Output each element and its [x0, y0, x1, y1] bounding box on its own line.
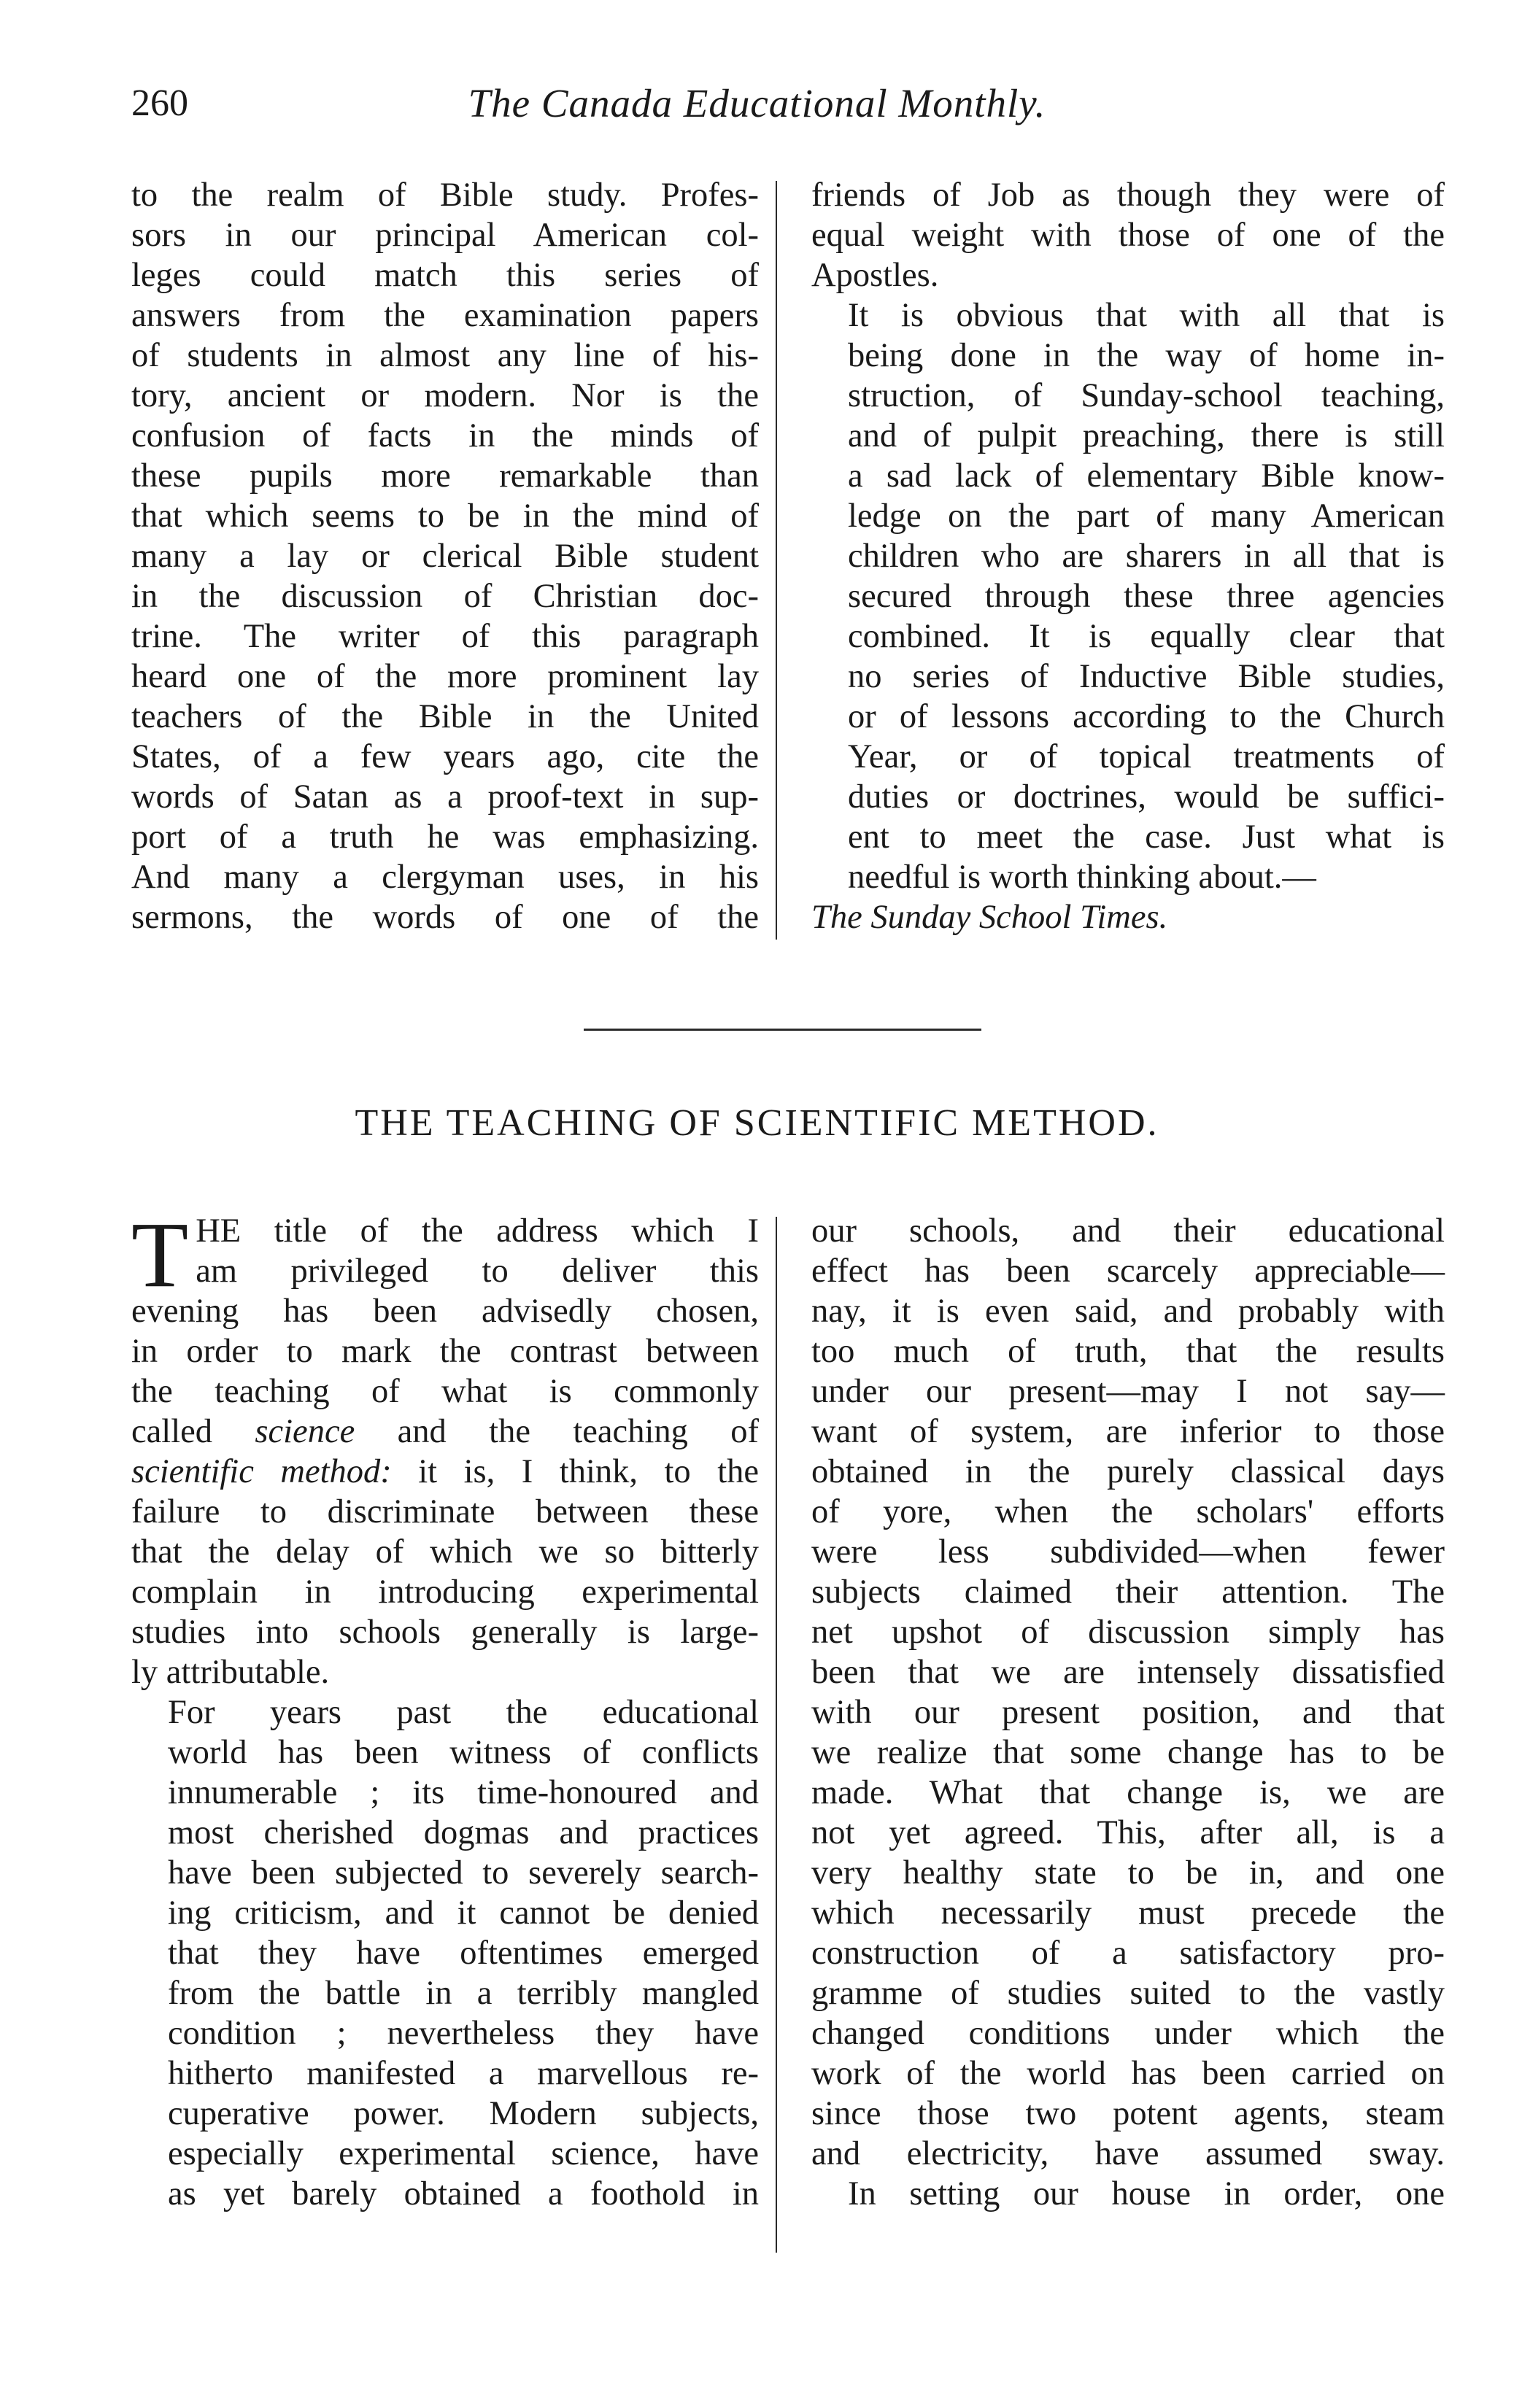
text-line: am privileged to deliver this: [196, 1253, 759, 1290]
text-line: the teaching of what is commonly: [131, 1373, 759, 1410]
text-line: many a lay or clerical Bible student: [131, 538, 759, 575]
text-line: too much of truth, that the results: [811, 1333, 1445, 1370]
text-line: been that we are intensely dissatisfied: [811, 1654, 1445, 1691]
text-line: construction of a satisfactory pro-: [811, 1935, 1445, 1972]
text-line: changed conditions under which the: [811, 2015, 1445, 2052]
text-line: complain in introducing experimental: [131, 1573, 759, 1611]
text-line: cuperative power. Modern subjects,: [168, 2095, 759, 2132]
text-line: of students in almost any line of his-: [131, 337, 759, 374]
text-line: For years past the educational: [168, 1694, 759, 1731]
text-line: heard one of the more prominent lay: [131, 658, 759, 695]
top-left-paragraph: [131, 175, 759, 937]
text-line: obtained in the purely classical days: [811, 1453, 1445, 1490]
text-line: secured through these three agencies: [848, 578, 1445, 615]
text-line: work of the world has been carried on: [811, 2055, 1445, 2092]
text-line: port of a truth he was emphasizing.: [131, 818, 759, 856]
text-line: to the realm of Bible study. Profes-: [131, 177, 759, 214]
top-right-paragraph-1: [811, 175, 1445, 295]
text-line: world has been witness of conflicts: [168, 1734, 759, 1771]
text-line: ent to meet the case. Just what is: [848, 818, 1445, 856]
top-right-column: [811, 175, 1445, 937]
text-line: teachers of the Bible in the United: [131, 698, 759, 735]
article-left-paragraph-2: [131, 1692, 759, 2214]
text-line: leges could match this series of: [131, 257, 759, 294]
top-column-divider: [776, 181, 777, 940]
text-line: studies into schools generally is large-: [131, 1614, 759, 1651]
text-line: want of system, are inferior to those: [811, 1413, 1445, 1450]
text-line: very healthy state to be in, and one: [811, 1854, 1445, 1892]
article-right-paragraph-1: [811, 1211, 1445, 2174]
text-line: HE title of the address which I: [196, 1212, 759, 1250]
top-left-column: [131, 175, 759, 937]
text-line: made. What that change is, we are: [811, 1774, 1445, 1811]
text-line: confusion of facts in the minds of: [131, 417, 759, 454]
text-line: subjects claimed their attention. The: [811, 1573, 1445, 1611]
text-line: ing criticism, and it cannot be denied: [168, 1894, 759, 1932]
text-line: It is obvious that with all that is: [848, 297, 1445, 334]
text-line: nay, it is even said, and probably with: [811, 1293, 1445, 1330]
text-line: words of Satan as a proof-text in sup-: [131, 778, 759, 816]
article-right-column: [811, 1211, 1445, 2214]
article-right-paragraph-2: [811, 2174, 1445, 2214]
text-line: and of pulpit preaching, there is still: [848, 417, 1445, 454]
text-line: no series of Inductive Bible studies,: [848, 658, 1445, 695]
article-column-divider: [776, 1217, 777, 2253]
text-line: our schools, and their educational: [811, 1212, 1445, 1250]
text-line: children who are sharers in all that is: [848, 538, 1445, 575]
text-line: tory, ancient or modern. Nor is the: [131, 377, 759, 414]
text-line: in the discussion of Christian doc-: [131, 578, 759, 615]
text-line: condition ; nevertheless they have: [168, 2015, 759, 2052]
text-line: scientific method: it is, I think, to the: [131, 1453, 759, 1490]
text-line: which necessarily must precede the: [811, 1894, 1445, 1932]
text-line: especially experimental science, have: [168, 2135, 759, 2172]
page-number: 260: [131, 82, 188, 124]
text-line: effect has been scarcely appreciable—: [811, 1253, 1445, 1290]
text-line: of yore, when the scholars' efforts: [811, 1493, 1445, 1530]
text-line: since those two potent agents, steam: [811, 2095, 1445, 2132]
text-line: needful is worth thinking about.—: [848, 859, 1316, 896]
text-line: from the battle in a terribly mangled: [168, 1975, 759, 2012]
text-line: In setting our house in order, one: [848, 2175, 1445, 2213]
text-line: a sad lack of elementary Bible know-: [848, 457, 1445, 495]
text-line: gramme of studies suited to the vastly: [811, 1975, 1445, 2012]
text-line: combined. It is equally clear that: [848, 618, 1445, 655]
text-line: answers from the examination papers: [131, 297, 759, 334]
text-line: struction, of Sunday-school teaching,: [848, 377, 1445, 414]
section-rule: [584, 1029, 981, 1031]
text-line: and electricity, have assumed sway.: [811, 2135, 1445, 2172]
source-citation-text: The Sunday School Times.: [811, 899, 1168, 936]
article-left-column: [131, 1203, 759, 2214]
text-line: Year, or of topical treatments of: [848, 738, 1445, 775]
text-line: failure to discriminate between these: [131, 1493, 759, 1530]
text-line: friends of Job as though they were of: [811, 177, 1445, 214]
top-right-paragraph-2: [811, 295, 1445, 897]
text-line: net upshot of discussion simply has: [811, 1614, 1445, 1651]
text-line: ly attributable.: [131, 1654, 330, 1691]
text-line: sors in our principal American col-: [131, 217, 759, 254]
text-line: we realize that some change has to be: [811, 1734, 1445, 1771]
text-line: were less subdivided—when fewer: [811, 1533, 1445, 1571]
text-line: as yet barely obtained a foothold in: [168, 2175, 759, 2213]
text-line: not yet agreed. This, after all, is a: [811, 1814, 1445, 1851]
text-line: trine. The writer of this paragraph: [131, 618, 759, 655]
article-title: THE TEACHING OF SCIENTIFIC METHOD.: [355, 1102, 1159, 1144]
text-line: with our present position, and that: [811, 1694, 1445, 1731]
text-line: being done in the way of home in-: [848, 337, 1445, 374]
text-line: have been subjected to severely search-: [168, 1854, 759, 1892]
text-line: that which seems to be in the mind of: [131, 498, 759, 535]
text-line: ledge on the part of many American: [848, 498, 1445, 535]
text-line: evening has been advisedly chosen,: [131, 1293, 759, 1330]
text-line: that they have oftentimes emerged: [168, 1935, 759, 1972]
article-left-paragraph-1: [131, 1203, 759, 1692]
running-head: The Canada Educational Monthly.: [468, 81, 1046, 125]
drop-cap: T: [131, 1203, 189, 1306]
text-line: that the delay of which we so bitterly: [131, 1533, 759, 1571]
source-citation: [811, 897, 1445, 937]
text-line: Apostles.: [811, 257, 939, 294]
text-line: or of lessons according to the Church: [848, 698, 1445, 735]
text-line: equal weight with those of one of the: [811, 217, 1445, 254]
text-line: innumerable ; its time-honoured and: [168, 1774, 759, 1811]
text-line: most cherished dogmas and practices: [168, 1814, 759, 1851]
text-line: in order to mark the contrast between: [131, 1333, 759, 1370]
text-line: And many a clergyman uses, in his: [131, 859, 759, 896]
text-line: sermons, the words of one of the: [131, 899, 759, 936]
text-line: hitherto manifested a marvellous re-: [168, 2055, 759, 2092]
text-line: these pupils more remarkable than: [131, 457, 759, 495]
text-line: called science and the teaching of: [131, 1413, 759, 1450]
text-line: States, of a few years ago, cite the: [131, 738, 759, 775]
text-line: under our present—may I not say—: [811, 1373, 1445, 1410]
text-line: duties or doctrines, would be suffici-: [848, 778, 1445, 816]
